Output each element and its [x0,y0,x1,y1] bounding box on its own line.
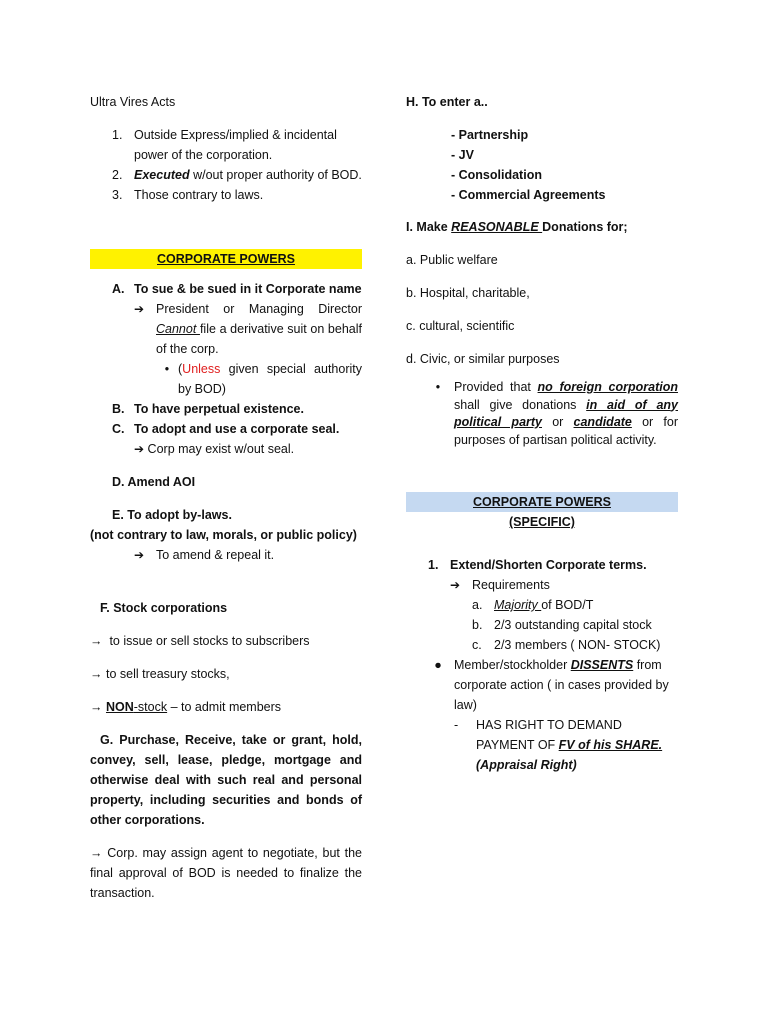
sub-item: ➔ President or Managing Director Cannot file a derivative suit on behalf of the corp. [112,299,362,359]
ultra-vires-title: Ultra Vires Acts [90,95,176,109]
g-note: → Corp. may assign agent to negotiate, but the final approval of BOD is needed to finalize the transaction. [90,846,362,900]
list-item: 2. Executed w/out proper authority of BOD. [112,168,362,182]
item-i: I. Make REASONABLE Donations for; [406,220,628,234]
req-item: c. 2/3 members ( NON- STOCK) [472,638,661,652]
powers-list [90,279,362,459]
arrow-right-icon: ➔ [134,548,145,562]
f-line-2: → to sell treasury stocks, [90,667,230,681]
req-item: b. 2/3 outstanding capital stock [472,618,652,632]
list-item: 3. Those contrary to laws. [112,188,264,202]
list-item: A. To sue & be sued in it Corporate name [112,282,362,296]
corporate-powers-heading: CORPORATE POWERS [90,249,362,269]
sub-bullet: • (Unless given special authority by BOD) [112,359,362,399]
list-item: c. cultural, scientific [406,319,515,333]
list-item: a. Public welfare [406,253,498,267]
list-item: - Consolidation [451,168,542,182]
sub-item: ➔ Requirements [406,575,678,595]
proviso: • Provided that no foreign corporation shall give donations in aid of any political party or candidate or for purposes of partisan political activity. [406,379,678,449]
arrow-right-icon: ➔ [134,302,145,316]
item-h: H. To enter a.. [406,95,488,109]
bullet-icon: • [164,362,170,376]
item-d: D. Amend AOI [112,475,196,489]
arrow-right-icon: ➔ [134,442,145,456]
sub-item: ➔ Corp may exist w/out seal. [134,442,295,456]
req-item: a. Majority of BOD/T [472,598,594,612]
list-item: C. To adopt and use a corporate seal. [112,422,340,436]
list-item: 1. Outside Express/implied & incidental power of the corporation. [112,128,337,162]
f-line-1: → to issue or sell stocks to subscribers [90,634,310,648]
item-g: G. Purchase, Receive, take or grant, hold, convey, sell, lease, pledge, mortgage and otherwise deal with such real and personal property, including securities and bonds of other corporations. [90,733,362,827]
item-e-note: (not contrary to law, morals, or public policy) [90,528,357,542]
corporate-powers-specific-heading: CORPORATE POWERS [406,492,678,512]
appraisal-item: - HAS RIGHT TO DEMAND PAYMENT OF FV of his SHARE. (Appraisal Right) [454,718,663,772]
right-column [406,92,678,775]
item-e: E. To adopt by-laws. [112,508,232,522]
list-item: - Partnership [451,128,529,142]
list-item: - Commercial Agreements [451,188,606,202]
left-column [90,92,362,903]
item-f: F. Stock corporations [100,601,228,615]
specific-subheading: (SPECIFIC) [509,515,575,529]
list-item: 1. Extend/Shorten Corporate terms. [428,558,647,572]
arrow-right-icon: ➔ [450,578,461,592]
list-item: B. To have perpetual existence. [112,402,304,416]
list-item: - JV [451,148,474,162]
ultra-vires-list [90,125,362,205]
bullet-icon: • [435,380,441,394]
sub-item: ➔ To amend & repeal it. [90,545,362,565]
list-item: b. Hospital, charitable, [406,286,530,300]
list-item: d. Civic, or similar purposes [406,352,560,366]
dissent-item: ● Member/stockholder DISSENTS from corporate action ( in cases provided by law) [406,655,678,715]
f-line-3: → NON-stock – to admit members [90,700,282,714]
h-list [406,125,678,205]
bullet-icon: ● [434,658,442,672]
